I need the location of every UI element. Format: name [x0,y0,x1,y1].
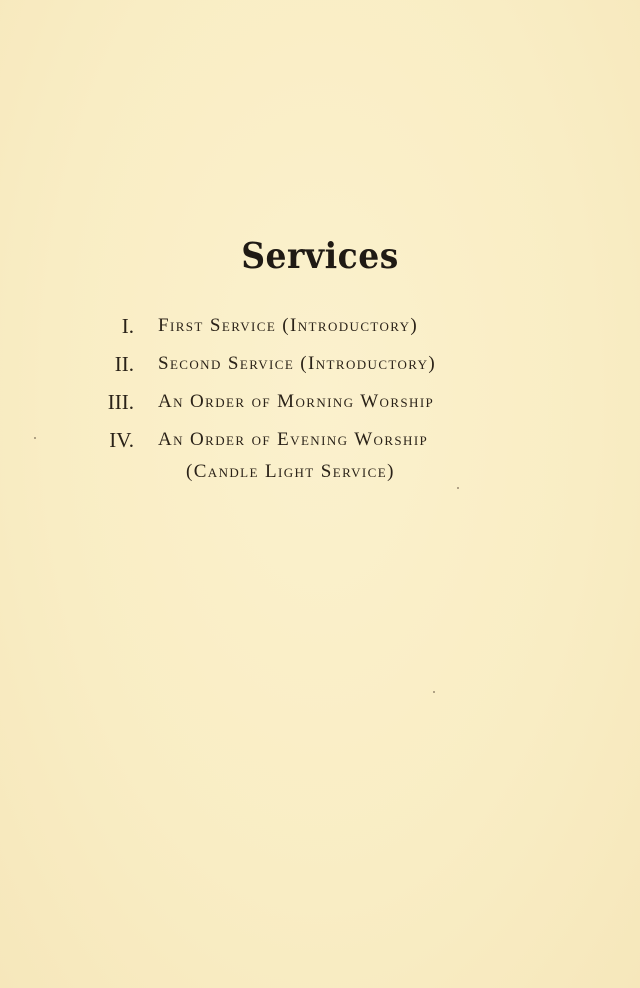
paper-speck [34,437,36,439]
list-item [0,350,640,380]
item-text: An Order of Evening Worship [158,429,429,450]
list-item [0,426,640,456]
page-title: Services [241,234,399,277]
item-numeral: II. [114,352,134,376]
item-text: First Service (Introductory) [158,315,419,336]
item-subtitle: (Candle Light Service) [186,461,395,482]
item-numeral: I. [121,314,134,338]
list-item [0,312,640,342]
list-item-continuation [0,458,640,488]
item-numeral: IV. [109,428,134,452]
paper-speck [457,487,459,489]
item-numeral: III. [107,390,134,414]
list-item [0,388,640,418]
item-text: Second Service (Introductory) [158,353,437,374]
paper-speck [433,691,435,693]
item-text: An Order of Morning Worship [158,391,435,412]
